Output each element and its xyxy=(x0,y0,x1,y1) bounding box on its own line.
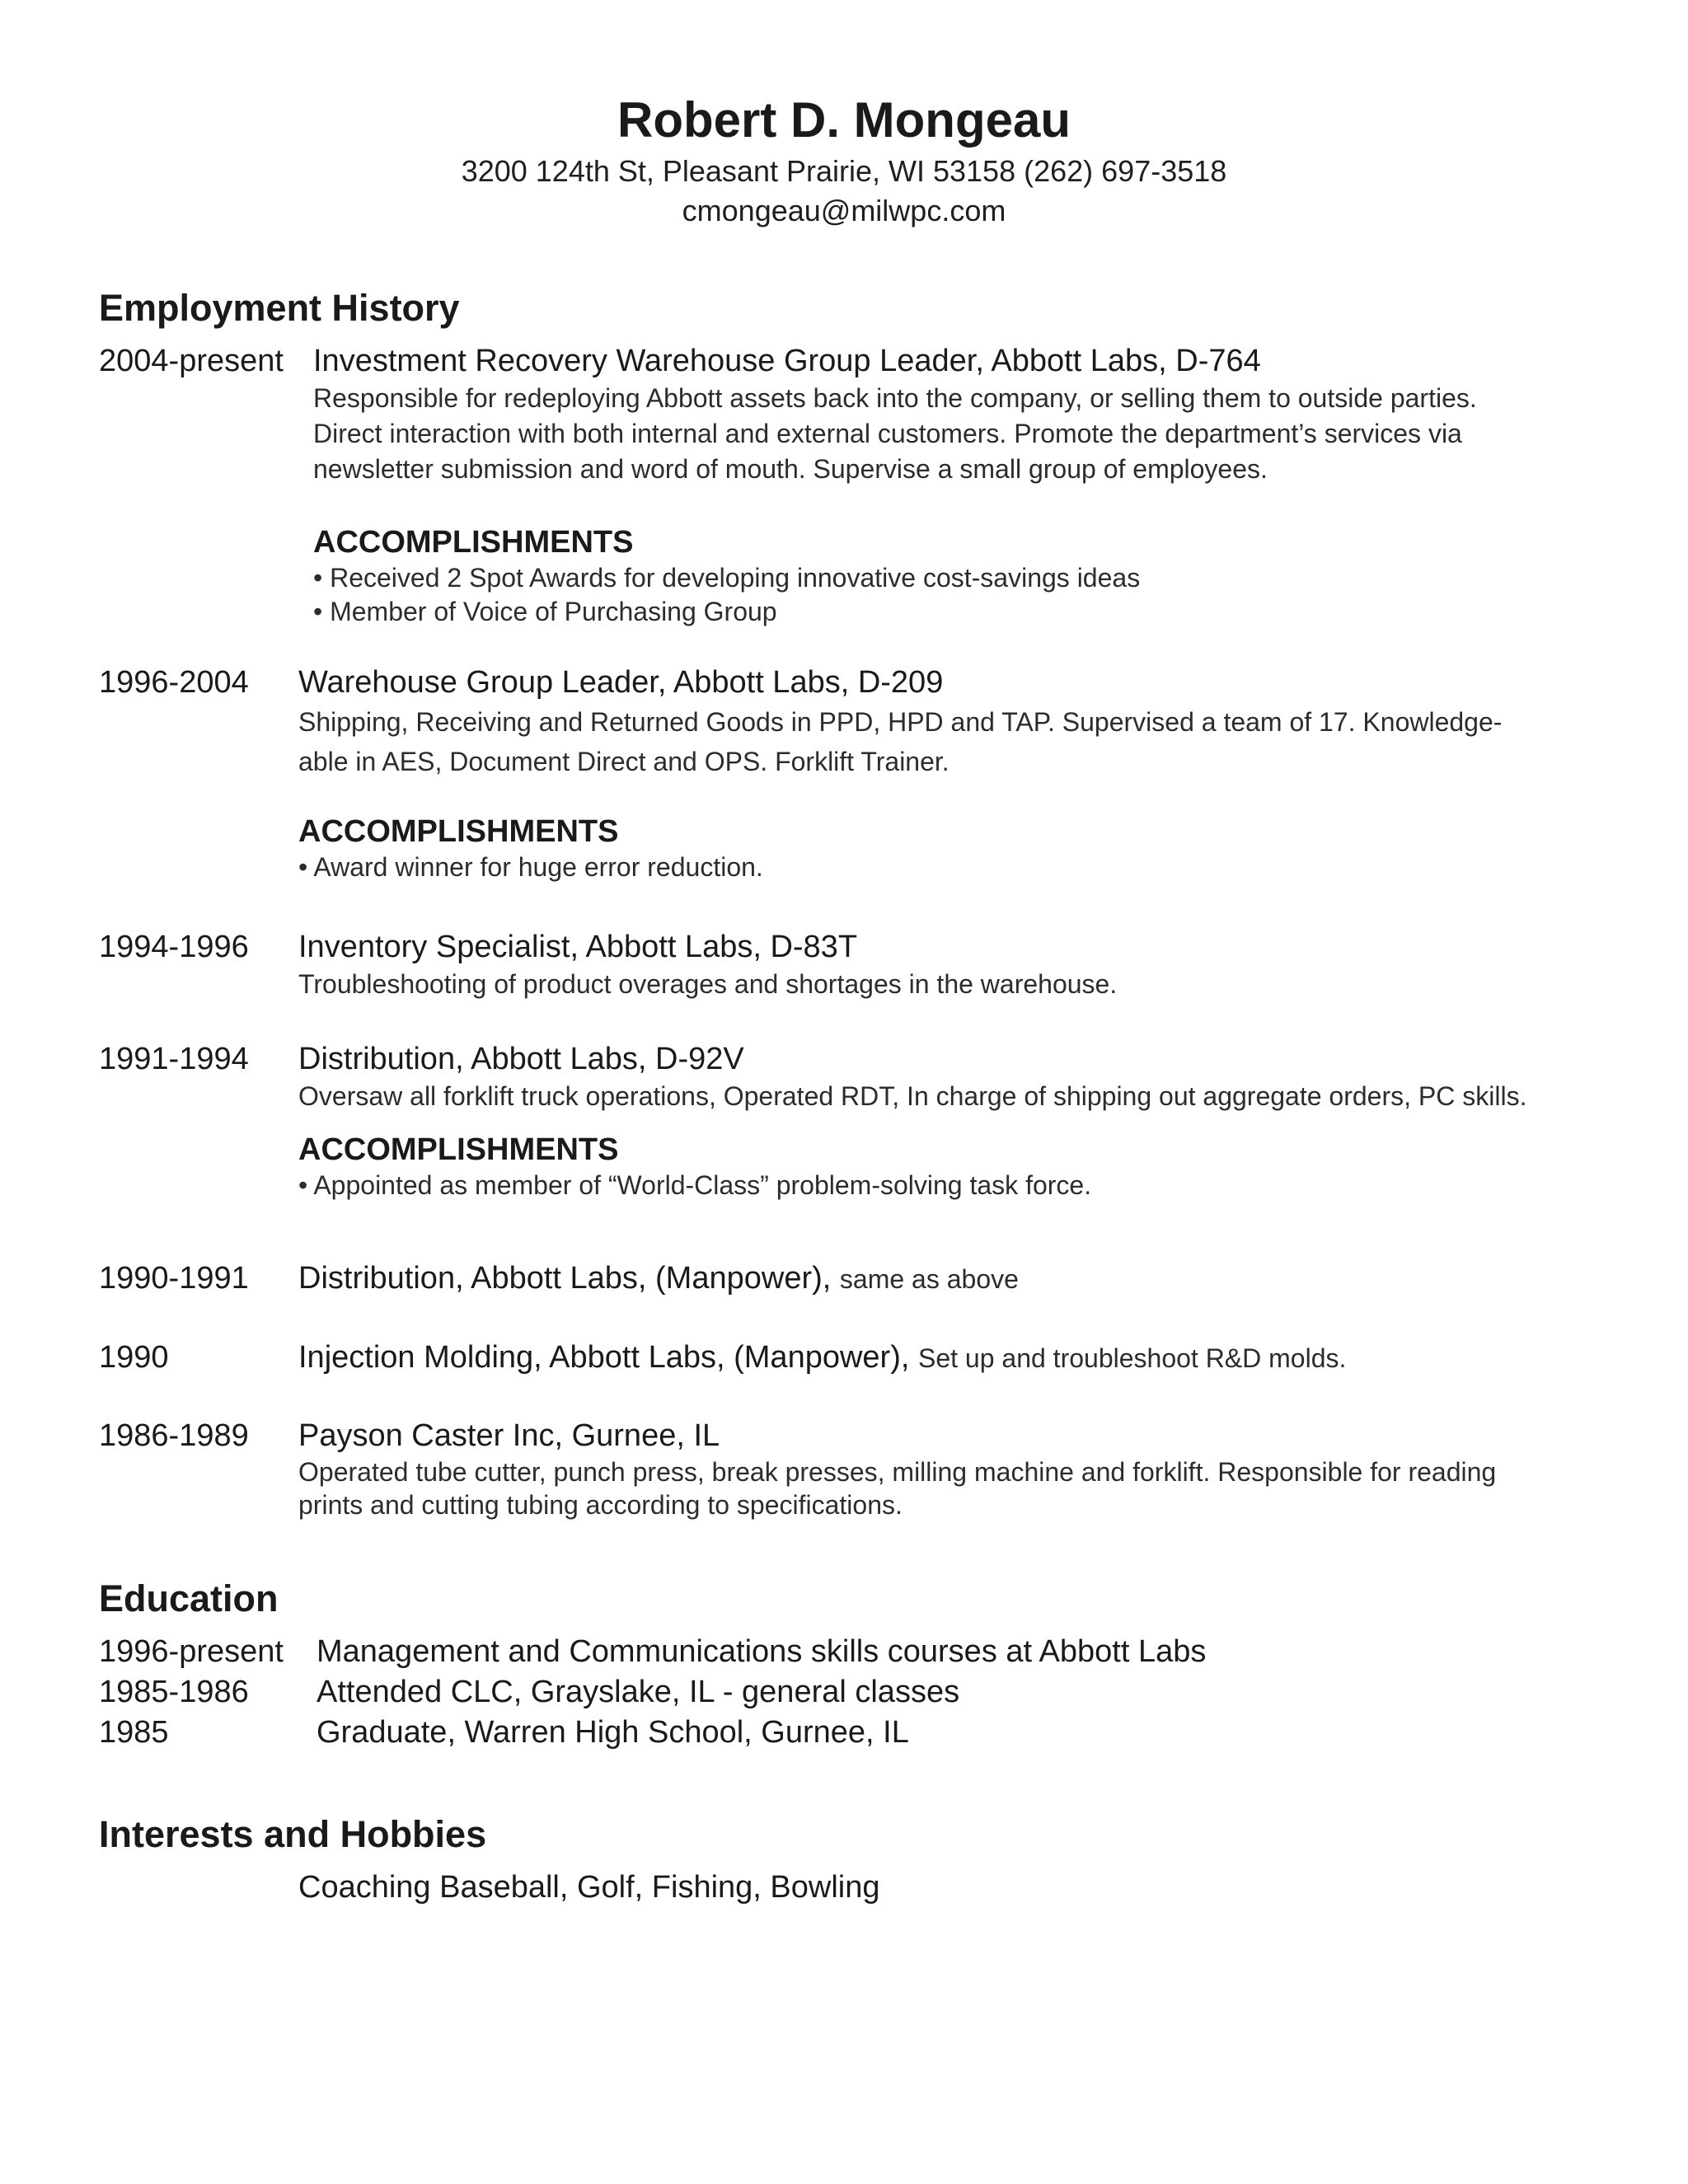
job-title-note: same as above xyxy=(839,1264,1019,1294)
accomplishment-item: • Received 2 Spot Awards for developing innovative cost-savings ideas xyxy=(313,563,1141,593)
employment-history-heading: Employment History xyxy=(99,287,460,329)
resume-header xyxy=(0,89,1688,231)
education-years: 1985-1986 xyxy=(99,1675,249,1709)
job-title-row xyxy=(298,1338,1346,1378)
accomplishments-list xyxy=(313,561,1477,629)
education-text: Graduate, Warren High School, Gurnee, IL xyxy=(316,1715,909,1750)
job-title: Investment Recovery Warehouse Group Leader, Abbott Labs, D-764 xyxy=(313,344,1261,378)
job-description-line: Oversaw all forklift truck operations, Operated RDT, In charge of shipping out aggregate orders, PC skills. xyxy=(298,1081,1527,1111)
job-title: Distribution, Abbott Labs, (Manpower), xyxy=(298,1261,832,1296)
accomplishment-item: • Appointed as member of “World-Class” problem-solving task force. xyxy=(298,1170,1092,1200)
contact-address: 3200 124th St, Pleasant Prairie, WI 53158 (262) 697-3518 xyxy=(461,154,1227,188)
job-title: Injection Molding, Abbott Labs, (Manpower), xyxy=(298,1340,910,1375)
job-description-line: Responsible for redeploying Abbott assets back into the company, or selling them to outside parties. xyxy=(313,383,1477,413)
job-years: 1991-1994 xyxy=(99,1042,249,1076)
job-body xyxy=(313,341,1477,629)
job-title: Distribution, Abbott Labs, D-92V xyxy=(298,1042,744,1076)
accomplishments-heading: ACCOMPLISHMENTS xyxy=(298,1132,619,1167)
job-years: 1990-1991 xyxy=(99,1261,249,1296)
job-body xyxy=(298,663,1502,884)
accomplishment-item: • Award winner for huge error reduction. xyxy=(298,852,763,882)
job-body xyxy=(298,1338,1346,1378)
job-description-line: Shipping, Receiving and Returned Goods in PPD, HPD and TAP. Supervised a team of 17. Knowledge- xyxy=(298,707,1503,737)
job-body xyxy=(298,1039,1526,1202)
accomplishment-item: • Member of Voice of Purchasing Group xyxy=(313,597,777,626)
education-heading: Education xyxy=(99,1577,279,1619)
job-description-line: newsletter submission and word of mouth. Supervise a small group of employees. xyxy=(313,454,1268,484)
accomplishments-list xyxy=(298,1169,1526,1202)
accomplishments-list xyxy=(298,851,1502,884)
hobbies-text: Coaching Baseball, Golf, Fishing, Bowling xyxy=(298,1870,880,1905)
job-title: Warehouse Group Leader, Abbott Labs, D-209 xyxy=(298,665,944,700)
job-title-row xyxy=(298,1258,1019,1299)
accomplishments-heading: ACCOMPLISHMENTS xyxy=(298,814,619,849)
job-years: 1994-1996 xyxy=(99,930,249,964)
job-description-line: able in AES, Document Direct and OPS. Forklift Trainer. xyxy=(298,747,950,776)
job-title-note: Set up and troubleshoot R&D molds. xyxy=(917,1343,1347,1373)
contact-email: cmongeau@milwpc.com xyxy=(682,194,1006,227)
job-description-line: prints and cutting tubing according to specifications. xyxy=(298,1490,903,1520)
job-years: 2004-present xyxy=(99,344,284,378)
job-description-line: Troubleshooting of product overages and shortages in the warehouse. xyxy=(298,969,1118,999)
job-description-line: Direct interaction with both internal and external customers. Promote the department’s services via xyxy=(313,419,1462,448)
education-text: Management and Communications skills courses at Abbott Labs xyxy=(316,1634,1207,1669)
job-body xyxy=(298,1416,1496,1521)
job-years: 1990 xyxy=(99,1340,169,1375)
education-years: 1985 xyxy=(99,1715,169,1750)
accomplishments-heading: ACCOMPLISHMENTS xyxy=(313,525,634,560)
job-body xyxy=(298,927,1117,1002)
job-body xyxy=(298,1258,1019,1299)
job-title: Inventory Specialist, Abbott Labs, D-83T xyxy=(298,930,858,964)
job-years: 1986-1989 xyxy=(99,1418,249,1453)
job-description-line: Operated tube cutter, punch press, break presses, milling machine and forklift. Responsible for reading xyxy=(298,1457,1497,1487)
job-years: 1996-2004 xyxy=(99,665,249,700)
education-text: Attended CLC, Grayslake, IL - general classes xyxy=(316,1675,960,1709)
job-title: Payson Caster Inc, Gurnee, IL xyxy=(298,1418,720,1453)
applicant-name: Robert D. Mongeau xyxy=(617,92,1071,148)
interests-heading: Interests and Hobbies xyxy=(99,1813,487,1855)
education-years: 1996-present xyxy=(99,1634,284,1669)
